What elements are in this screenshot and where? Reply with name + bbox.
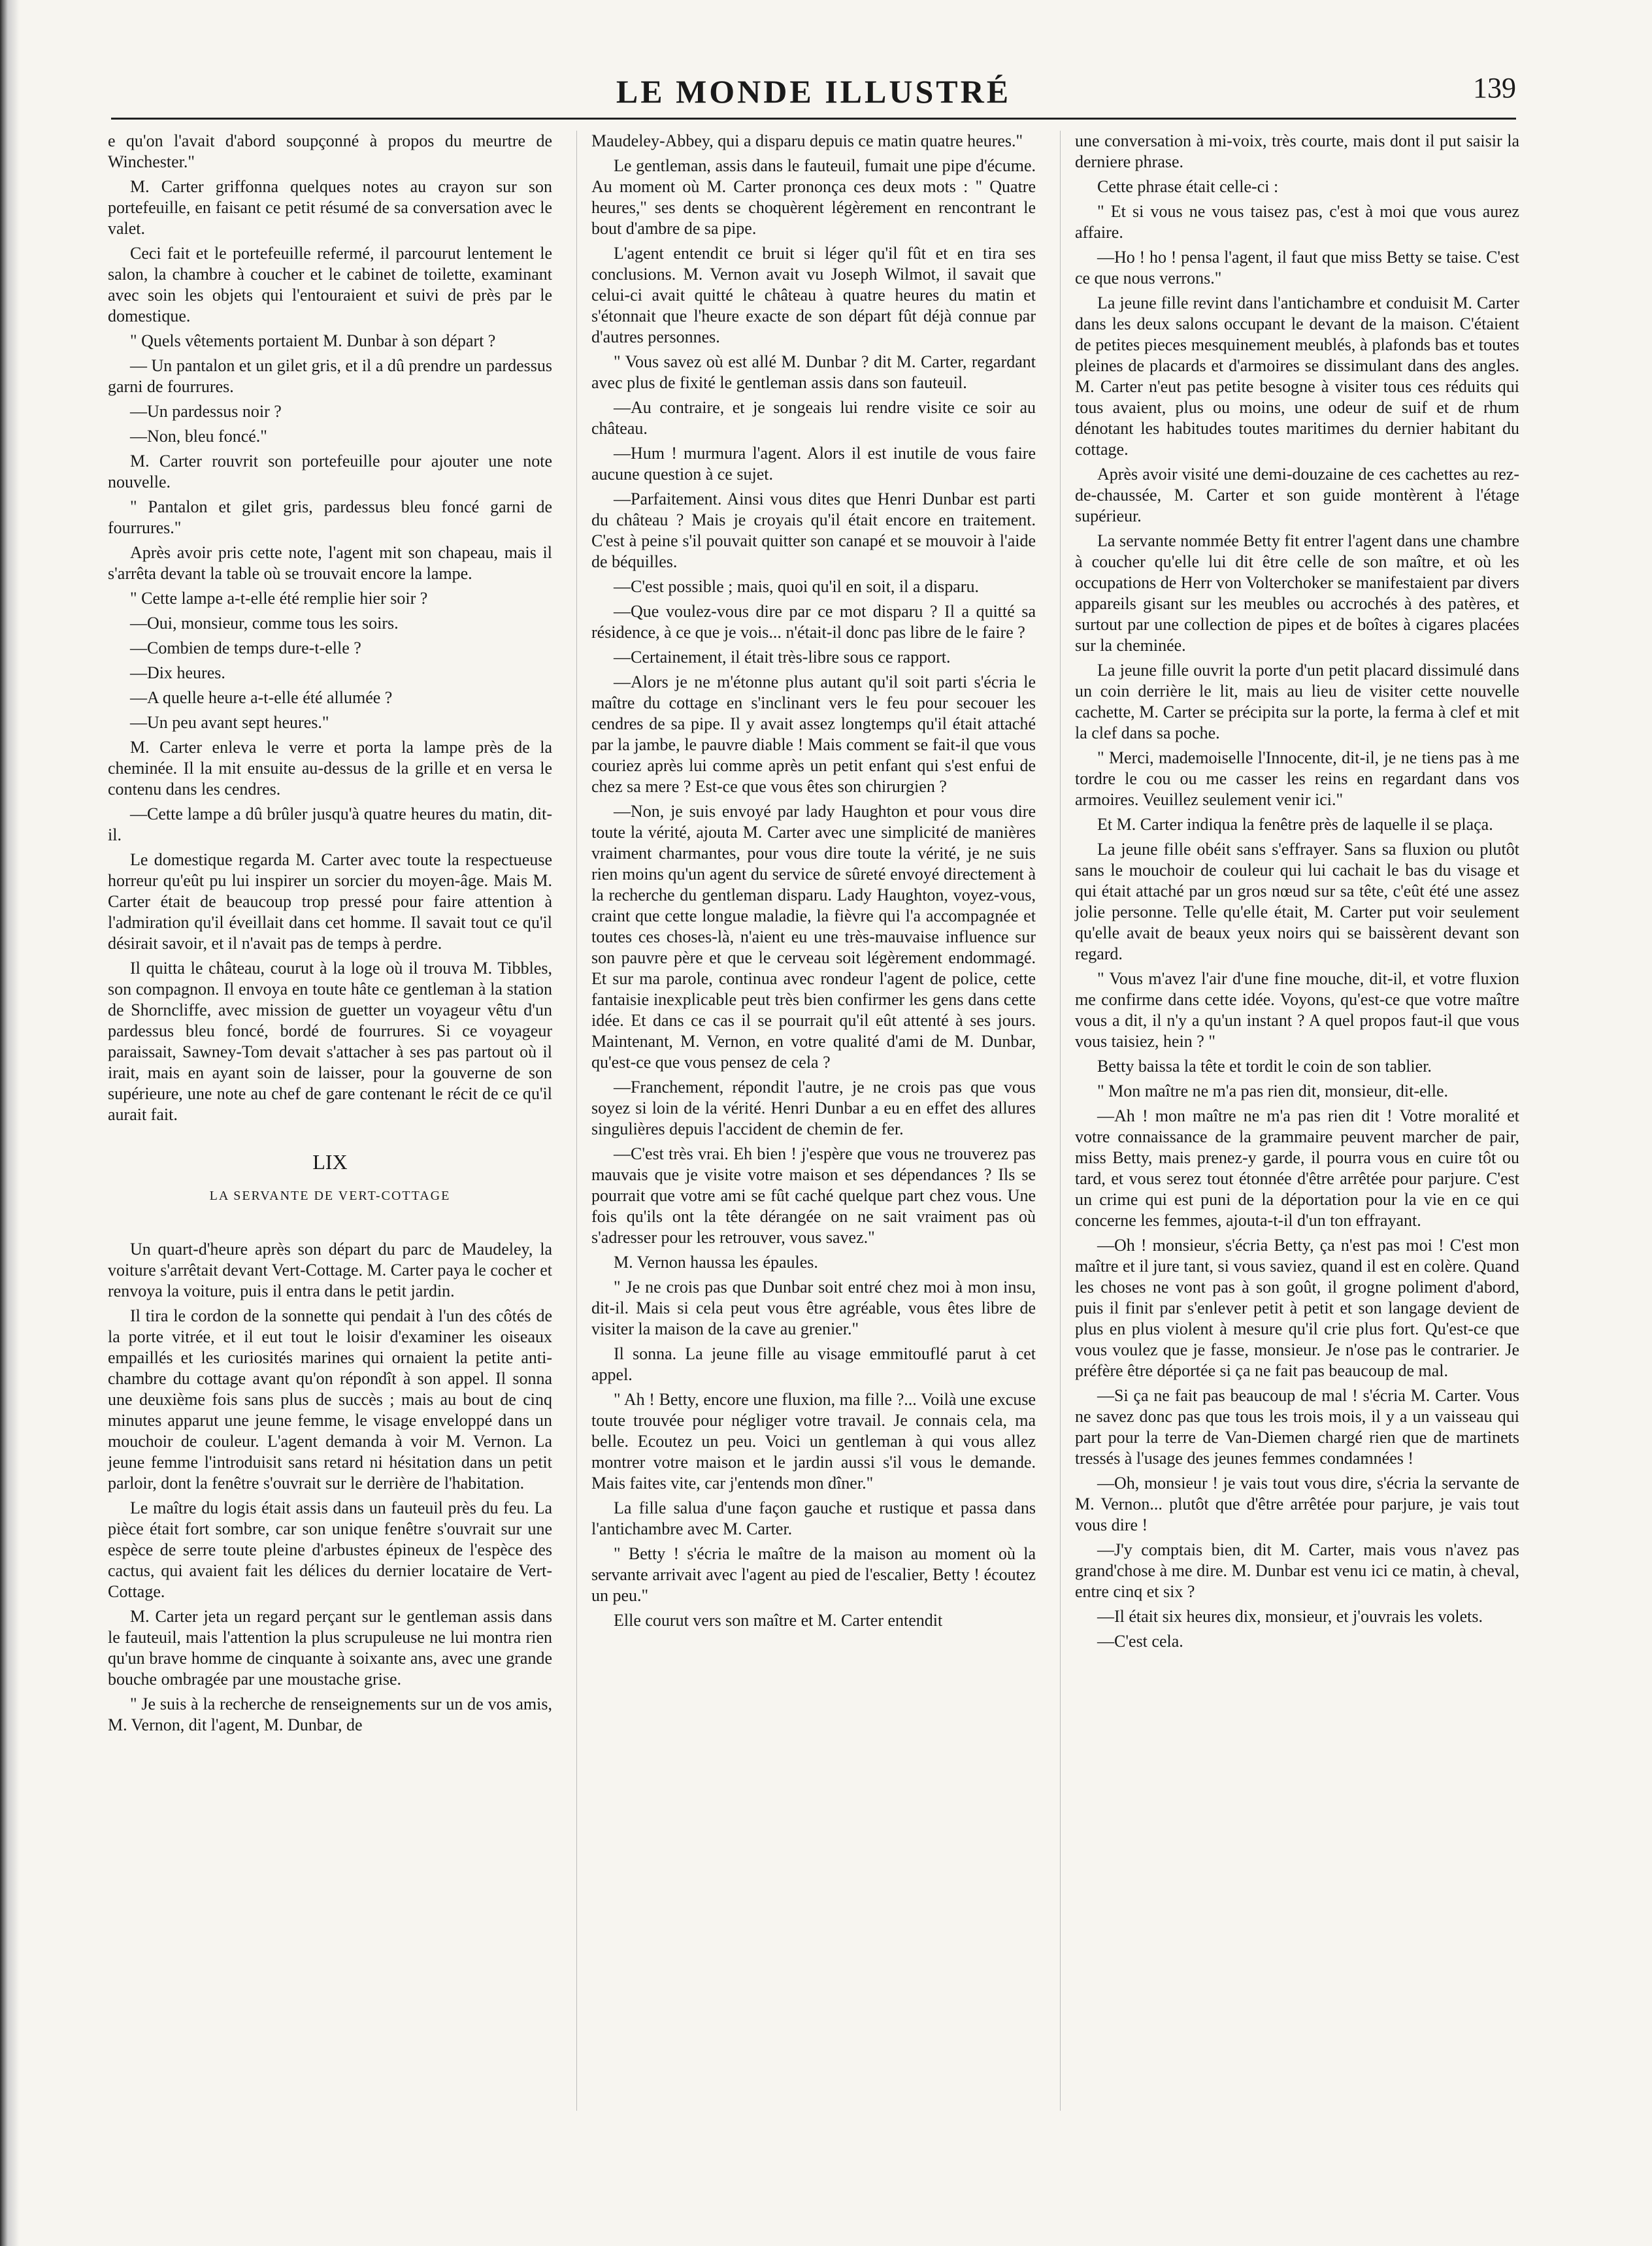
paragraph: Le gentleman, assis dans le fauteuil, fumait une pipe d'écume. Au moment où M. Carter prononça ces deux mots : " Quatre heures," ses dents se choquèrent légèrement en rencontrant le bout d'ambre de sa pipe. [591,156,1036,238]
paragraph: —Franchement, répondit l'autre, je ne crois pas que vous soyez si loin de la vérité. Henri Dunbar a eu en effet des allures singulières depuis l'accident de chemin de fer. [591,1078,1036,1138]
paragraph: " Vous savez où est allé M. Dunbar ? dit M. Carter, regardant avec plus de fixité le gentleman assis dans son fauteuil. [591,352,1036,392]
paragraph: —Un peu avant sept heures." [130,713,329,732]
paragraph: " Quels vêtements portaient M. Dunbar à son départ ? [130,331,496,350]
paragraph: Le domestique regarda M. Carter avec toute la respectueuse horreur qu'eût pu lui inspirer un sorcier du moyen-âge. Mais M. Carter était de beaucoup trop pressé pour faire attention à l'admiration qu'il éveillait dans cet homme. Il savait tout ce qu'il désirait savoir, et il n'avait pas de temps à perdre. [108,850,552,953]
page-number: 139 [1473,72,1516,104]
paragraph: —A quelle heure a-t-elle été allumée ? [130,688,393,707]
paragraph: —Hum ! murmura l'agent. Alors il est inutile de vous faire aucune question à ce sujet. [591,444,1036,484]
paragraph: Cette phrase était celle-ci : [1097,177,1279,196]
chapter-number: LIX [312,1150,348,1174]
paragraph: —Ah ! mon maître ne m'a pas rien dit ! Votre moralité et votre connaissance de la grammaire peuvent marcher de pair, miss Betty, mais prenez-y garde, il pourra vous en cuire tôt ou tard, et vous serez tout étonnée d'être arrêtée pour parjure. C'est un crime qui est puni de la déportation pour la vie en ce qui concerne les femmes, ajouta-t-il d'un ton effrayant. [1075,1106,1519,1230]
paragraph: Ceci fait et le portefeuille refermé, il parcourut lentement le salon, la chambre à coucher et le cabinet de toilette, examinant avec soin les objets qui l'entouraient et suivi de près par le domestique. [108,244,552,325]
paragraph: —Au contraire, et je songeais lui rendre visite ce soir au château. [591,398,1036,438]
column-3 [1075,131,1519,1656]
paragraph: " Cette lampe a-t-elle été remplie hier soir ? [130,589,428,608]
paragraph: La jeune fille ouvrit la porte d'un petit placard dissimulé dans un coin derrière le lit, mais au lieu de visiter cette nouvelle cachette, M. Carter se précipita sur la porte, la ferma à clef et mit la clef dans sa poche. [1075,661,1519,742]
paragraph: Il quitta le château, courut à la loge où il trouva M. Tibbles, son compagnon. Il envoya en toute hâte ce gentleman à la station de Shorncliffe, avec mission de guetter un voyageur vêtu d'un pardessus bleu foncé, bordé de fourrures. Si ce voyageur paraissait, Sawney-Tom devait s'attacher à ses pas partout où il irait, mais en ayant soin de laisser, pour la gouverne de son supérieure, une note au chef de gare contenant le récit de ce qu'il aurait fait. [108,959,552,1124]
paragraph: —C'est très vrai. Eh bien ! j'espère que vous ne trouverez pas mauvais que je visite votre maison et ses dépendances ? Ils se pourrait que votre ami se fût caché quelque part chez vous. Une fois qu'ils ont la tête dérangée on ne sait vraiment pas où s'adresser pour les retrouver, vous savez." [591,1144,1036,1247]
paragraph: M. Vernon haussa les épaules. [614,1253,818,1272]
page-binding-edge [0,0,20,2246]
paragraph: —Non, je suis envoyé par lady Haughton et pour vous dire toute la vérité, ajouta M. Carter avec une simplicité de manières vraiment charmantes, pour vous dire toute la vérité, je ne suis rien moins qu'un agent du service de sûreté envoyé directement à la recherche du gentleman disparu. Lady Haughton, voyez-vous, craint que cette longue maladie, la fièvre qui l'a accompagnée et toutes ces choses-là, n'aient eu une très-mauvaise influence sur son pauvre père et que le cerveau soit légèrement endommagé. Et sur ma parole, continua avec rondeur l'agent de police, cette fantaisie inexplicable peut très bien confirmer les gens dans cette idée. Et dans ce cas il se pourrait qu'il eût attenté à ses jours. Maintenant, M. Vernon, en votre qualité d'ami de M. Dunbar, qu'est-ce que vous pensez de cela ? [591,802,1036,1072]
paragraph: —Si ça ne fait pas beaucoup de mal ! s'écria M. Carter. Vous ne savez donc pas que tous les trois mois, il y a un vaisseau qui part pour la terre de Van-Diemen chargé rien que de martinets tressés à l'usage des jeunes femmes condamnées ! [1075,1386,1519,1468]
paragraph: La fille salua d'une façon gauche et rustique et passa dans l'antichambre avec M. Carter. [591,1498,1036,1538]
paragraph: Il sonna. La jeune fille au visage emmitouflé parut à cet appel. [591,1344,1036,1384]
paragraph: —Combien de temps dure-t-elle ? [130,638,361,657]
paragraph: La jeune fille obéit sans s'effrayer. Sans sa fluxion ou plutôt sans le mouchoir de couleur qui lui cachait le bas du visage et qui était attaché par un gros nœud sur sa tête, c'eût été une assez jolie personne. Telle qu'elle était, M. Carter put voir seulement qu'elle avait de beaux yeux noirs qui se baissèrent devant son regard. [1075,840,1519,963]
paragraph: —Un pardessus noir ? [130,402,282,421]
paragraph: " Pantalon et gilet gris, pardessus bleu foncé garni de fourrures." [108,497,552,537]
paragraph: " Je ne crois pas que Dunbar soit entré chez moi à mon insu, dit-il. Mais si cela peut vous être agréable, vous êtes libre de visiter la maison de la cave au grenier." [591,1278,1036,1338]
paragraph: une conversation à mi-voix, très courte, mais dont il put saisir la derniere phrase. [1075,131,1519,171]
masthead: LE MONDE ILLUSTRÉ [616,73,1012,110]
paragraph: " Mon maître ne m'a pas rien dit, monsieur, dit-elle. [1097,1082,1449,1100]
paragraph: —Cette lampe a dû brûler jusqu'à quatre heures du matin, dit-il. [108,804,552,844]
paragraph: " Et si vous ne vous taisez pas, c'est à moi que vous aurez affaire. [1075,202,1519,242]
paragraph: —J'y comptais bien, dit M. Carter, mais vous n'avez pas grand'chose à me dire. M. Dunbar est venu ici ce matin, à cheval, entre cinq et six ? [1075,1540,1519,1601]
paragraph: Un quart-d'heure après son départ du parc de Maudeley, la voiture s'arrêtait devant Vert-Cottage. M. Carter paya le cocher et renvoya la voiture, puis il entra dans le petit jardin. [108,1240,552,1300]
chapter-title: LA SERVANTE DE VERT-COTTAGE [209,1189,451,1203]
paragraph: " Je suis à la recherche de renseignements sur un de vos amis, M. Vernon, dit l'agent, M. Dunbar, de [108,1694,552,1734]
paragraph: La servante nommée Betty fit entrer l'agent dans une chambre à coucher qu'elle lui dit être celle de son maître, et où les occupations de Herr von Volterchoker se manifestaient par divers appareils gisant sur les meubles ou accrochés à des patères, et surtout par une collection de pipes et de boîtes à cigares placées sur la cheminée. [1075,531,1519,655]
paragraph: —Ho ! ho ! pensa l'agent, il faut que miss Betty se taise. C'est ce que nous verrons." [1075,248,1519,288]
paragraph: —C'est cela. [1097,1632,1183,1651]
paragraph: —Que voulez-vous dire par ce mot disparu ? Il a quitté sa résidence, à ce que je vois... n'était-il donc pas libre de le faire ? [591,602,1036,642]
paragraph: " Ah ! Betty, encore une fluxion, ma fille ?... Voilà une excuse toute trouvée pour négliger votre travail. Je connais cela, ma belle. Ecoutez un peu. Voici un gentleman à qui vous allez montrer votre maison et le jardin aussi s'il vous le demande. Mais faites vite, car j'entends mon dîner." [591,1390,1036,1493]
column-2 [591,131,1036,1635]
paragraph: —Alors je ne m'étonne plus autant qu'il soit parti s'écria le maître du cottage en s'inclinant vers le feu pour secouer les cendres de sa pipe. Il y avait assez longtemps qu'il était attaché par la jambe, le pauvre diable ! Mais comment se fait-il que vous couriez après lui comme après un petit enfant qui s'est enfui de chez sa mere ? Est-ce que vous êtes son chirurgien ? [591,672,1036,796]
paragraph: " Betty ! s'écria le maître de la maison au moment où la servante arrivait avec l'agent au pied de l'escalier, Betty ! écoutez un peu." [591,1544,1036,1605]
column-divider-2 [1060,131,1061,2111]
paragraph: " Merci, mademoiselle l'Innocente, dit-il, je ne tiens pas à me tordre le cou ou me casser les reins en regardant dans vos armoires. Veuillez seulement venir ici." [1075,748,1519,809]
paragraph: —Non, bleu foncé." [130,427,267,446]
paragraph: e qu'on l'avait d'abord soupçonné à propos du meurtre de Winchester." [108,131,552,171]
paragraph: —Oui, monsieur, comme tous les soirs. [130,614,399,633]
paragraph: M. Carter jeta un regard perçant sur le gentleman assis dans le fauteuil, mais l'attention la plus scrupuleuse ne lui montra rien qu'un brave homme de cinquante à soixante ans, avec une grande bouche ombragée par une moustache grise. [108,1607,552,1689]
paragraph: " Vous m'avez l'air d'une fine mouche, dit-il, et votre fluxion me confirme dans cette idée. Voyons, qu'est-ce que votre maître vous a dit, il n'y a qu'un instant ? A quel propos faut-il que vous vous taisiez, hein ? " [1075,969,1519,1051]
header-rule [111,118,1516,120]
paragraph: Après avoir pris cette note, l'agent mit son chapeau, mais il s'arrêta devant la table où se trouvait encore la lampe. [108,543,552,583]
paragraph: —Certainement, il était très-libre sous ce rapport. [614,648,951,667]
column-divider-1 [576,131,577,2111]
paragraph: —Dix heures. [130,663,225,682]
paragraph: Il tira le cordon de la sonnette qui pendait à l'un des côtés de la porte vitrée, et il eut tout le loisir d'examiner les oiseaux empaillés et les curiosités marines qui ornaient la petite anti-chambre du cottage avant qu'on répondît à son appel. Il sonna une deuxième fois sans plus de succès ; mais au bout de cinq minutes apparut une jeune femme, le visage enveloppé dans un mouchoir de couleur. L'agent demanda à voir M. Vernon. La jeune femme l'introduisit sans retard ni hésitation dans un petit parloir, dont la fenêtre s'ouvrait sur le derrière de l'habitation. [108,1306,552,1493]
paragraph: M. Carter rouvrit son portefeuille pour ajouter une note nouvelle. [108,452,552,491]
page-header [111,65,1516,118]
paragraph: Le maître du logis était assis dans un fauteuil près du feu. La pièce était fort sombre, car son unique fenêtre s'ouvrait sur une espèce de serre toute pleine d'arbustes épineux de l'espèce des cactus, qui avaient fait les délices du dernier locataire de Vert-Cottage. [108,1498,552,1601]
paragraph: —Oh ! monsieur, s'écria Betty, ça n'est pas moi ! C'est mon maître et il jure tant, si vous saviez, quand il est en colère. Quand les choses ne vont pas à son goût, il grogne poliment d'abord, puis il finit par s'enlever petit à petit et son langage devient de plus en plus violent à mesure qu'il crie plus fort. Qu'est-ce que vous voulez que je fasse, monsieur. Je n'ose pas le contrarier. Je préfère être déportée si ça ne fait pas beaucoup de mal. [1075,1236,1519,1380]
paragraph: La jeune fille revint dans l'antichambre et conduisit M. Carter dans les deux salons occupant le devant de la maison. C'étaient de petites pieces mesquinement meublés, à plafonds bas et toutes pleines de placards et d'armoires se dissimulant dans des angles. M. Carter n'eut pas petite besogne à visiter tous ces réduits qui tous avaient, plus ou moins, une odeur de suif et de rhum dénotant les habitudes toutes maritimes du dernier habitant du cottage. [1075,293,1519,459]
paragraph: —Parfaitement. Ainsi vous dites que Henri Dunbar est parti du château ? Mais je croyais qu'il était encore en traitement. C'est à peine s'il pouvait quitter son canapé et se mouvoir à l'aide de béquilles. [591,489,1036,571]
paragraph: Et M. Carter indiqua la fenêtre près de laquelle il se plaça. [1097,815,1493,834]
paragraph: M. Carter enleva le verre et porta la lampe près de la cheminée. Il la mit ensuite au-dessus de la grille et en versa le contenu dans les cendres. [108,738,552,799]
paragraph: —C'est possible ; mais, quoi qu'il en soit, il a disparu. [614,577,979,596]
paragraph: L'agent entendit ce bruit si léger qu'il fût et en tira ses conclusions. M. Vernon avait vu Joseph Wilmot, il savait que celui-ci avait quitté le château à quatre heures du matin et s'étonnait que l'heure exacte de son départ fût déjà connue par d'autres personnes. [591,244,1036,346]
paragraph: Après avoir visité une demi-douzaine de ces cachettes au rez-de-chaussée, M. Carter et son guide montèrent à l'étage supérieur. [1075,465,1519,525]
paragraph: M. Carter griffonna quelques notes au crayon sur son portefeuille, en faisant ce petit résumé de sa conversation avec le valet. [108,177,552,238]
paragraph: Maudeley-Abbey, qui a disparu depuis ce matin quatre heures." [591,131,1023,150]
paragraph: —Il était six heures dix, monsieur, et j'ouvrais les volets. [1097,1607,1483,1626]
paragraph: —Oh, monsieur ! je vais tout vous dire, s'écria la servante de M. Vernon... plutôt que d'être arrêtée pour parjure, je vais tout vous dire ! [1075,1474,1519,1534]
column-1 [108,131,552,1740]
paragraph: Betty baissa la tête et tordit le coin de son tablier. [1097,1057,1432,1076]
paragraph: Elle courut vers son maître et M. Carter entendit [614,1611,943,1630]
paragraph: — Un pantalon et un gilet gris, et il a dû prendre un pardessus garni de fourrures. [108,356,552,396]
